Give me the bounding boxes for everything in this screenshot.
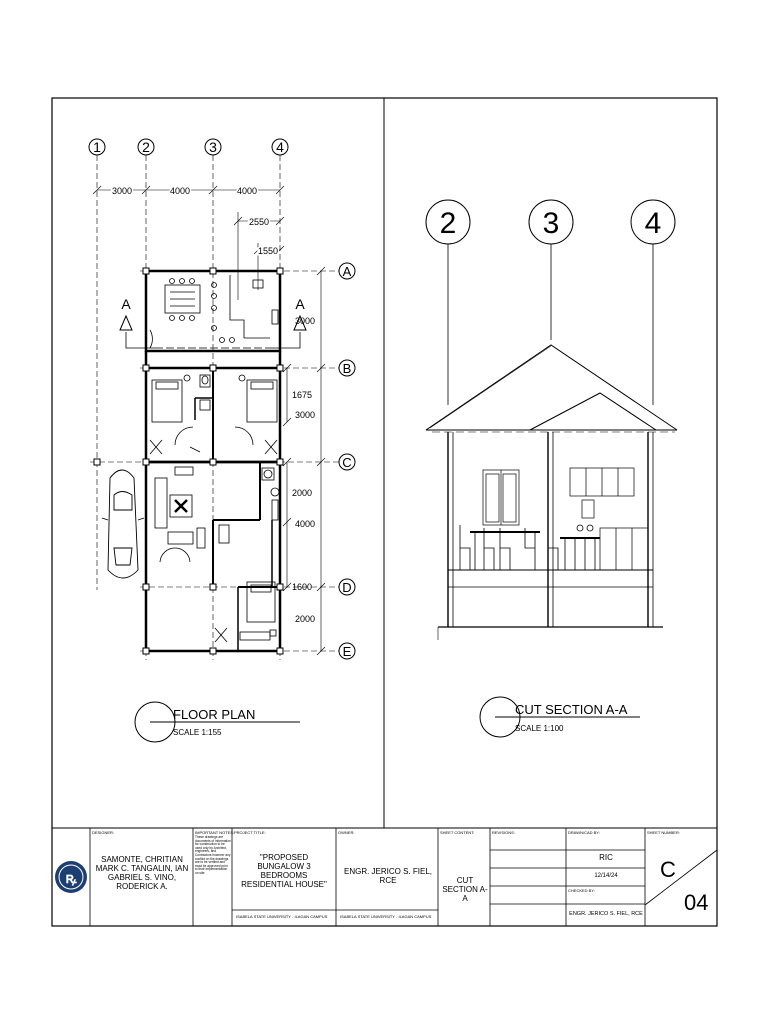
dim-2550: 2550: [248, 217, 270, 227]
grid-label-B: B: [342, 361, 352, 376]
owner-location: ISABELA STATE UNIVERSITY - ILAGAN CAMPUS: [340, 914, 432, 919]
dining-set: [460, 525, 600, 570]
roof: [426, 345, 677, 432]
designer-logo: [55, 861, 87, 893]
cut-section: [426, 200, 677, 737]
owner-value: ENGR. JERICO S. FIEL, RCE: [343, 867, 432, 885]
drawn-by-value: RIC: [599, 853, 613, 862]
dim-4000-b: 4000: [236, 186, 258, 196]
dim-4000-a: 4000: [169, 186, 191, 196]
top-dimensions: [93, 186, 284, 300]
project-title-value: "PROPOSED BUNGALOW 3 BEDROOMS RESIDENTIAL HOUSE": [241, 853, 327, 889]
section-marker-right-label: A: [295, 296, 305, 312]
grid-label-2: 2: [142, 139, 150, 155]
grid-bubbles-rows: [339, 263, 355, 659]
grid-label-1: 1: [93, 139, 101, 155]
sheet-letter: C: [660, 857, 676, 882]
grid-label-E: E: [342, 644, 352, 659]
dim-r-2000-a: 2000: [292, 488, 313, 498]
project-title-label: PROJECT TITLE:: [234, 830, 266, 835]
grid-label-3: 3: [209, 139, 217, 155]
floor-plan-scale-text: SCALE 1:155: [173, 728, 222, 737]
dim-r-3000-b: 3000: [294, 410, 315, 420]
dim-r-3000-a: 3000: [294, 316, 315, 326]
section-interior: [483, 468, 648, 570]
designer-value: SAMONTE, CHRITIAN MARK C. TANGALIN, IAN GABRIEL S. VINO, RODERICK A.: [95, 855, 189, 891]
section-title: [480, 697, 640, 737]
dim-1550: 1550: [257, 246, 279, 256]
section-title-text: CUT SECTION A-A: [515, 702, 628, 717]
checked-by-value: ENGR. JERICO S. FIEL, RCE: [569, 911, 643, 917]
grid-bubbles-columns: [89, 139, 288, 155]
grid-label-D: D: [342, 580, 352, 595]
section-grid-lines: [448, 244, 653, 405]
dim-r-2000-b: 2000: [294, 614, 315, 624]
drawn-date: 12/14/24: [594, 873, 618, 879]
section-grid-label-3: 3: [542, 207, 560, 240]
grid-label-C: C: [342, 455, 352, 470]
project-location: ISABELA STATE UNIVERSITY - ILAGAN CAMPUS: [236, 914, 328, 919]
sheet-content-label: SHEET CONTENT:: [440, 830, 475, 835]
grid-lines-vertical: [97, 155, 280, 660]
dim-r-1600: 1600: [292, 582, 313, 592]
floor-plan: [89, 139, 355, 742]
sheet-number-label: SHEET NUMBER:: [647, 830, 680, 835]
grid-label-4: 4: [276, 139, 284, 155]
svg-text:ꝶ: ꝶ: [65, 870, 77, 887]
right-dimension-labels: [292, 316, 315, 624]
section-scale-text: SCALE 1:100: [515, 724, 564, 733]
top-dimension-labels: [112, 186, 278, 256]
dim-3000: 3000: [111, 186, 133, 196]
checked-by-label: CHECKED BY:: [568, 888, 595, 893]
section-building: [438, 432, 663, 640]
notes-label: IMPORTANT NOTES:: [195, 830, 235, 835]
notes-text: These drawings are documents of information for construction to be used only by Architect, engineers, and Contractors however any conflict on the drawings are to be verified and must be approved prior to their implementation on site.: [195, 835, 231, 875]
floor-plan-title-text: FLOOR PLAN: [173, 707, 256, 722]
owner-label: OWNER:: [338, 830, 355, 835]
section-grid-label-2: 2: [439, 207, 457, 240]
designer-label: DESIGNER:: [92, 830, 115, 835]
sheet-content-value: CUT SECTION A-A: [442, 876, 488, 903]
section-grid-bubbles: [426, 200, 675, 244]
dim-r-4000: 4000: [294, 519, 315, 529]
grid-label-A: A: [342, 264, 352, 279]
drawn-by-label: DRAWN/CAD BY:: [568, 830, 600, 835]
car-icon: [102, 470, 144, 578]
section-marker-left: [120, 296, 155, 348]
revisions-label: REVISIONS:: [492, 830, 515, 835]
section-grid-label-4: 4: [644, 207, 662, 240]
dim-r-1675: 1675: [292, 390, 313, 400]
floor-plan-title: [135, 702, 300, 742]
kitchen-dining-furniture: [150, 275, 278, 348]
sheet-number: 04: [684, 890, 709, 915]
section-marker-left-label: A: [121, 296, 131, 312]
